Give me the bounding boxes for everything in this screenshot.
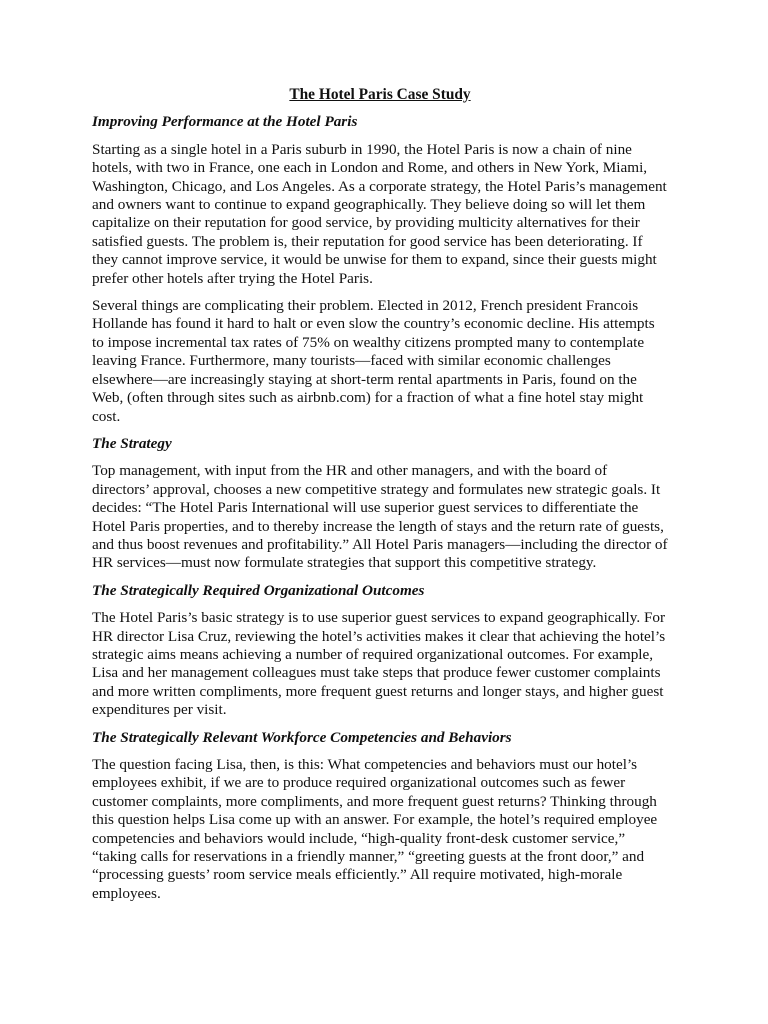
section-heading: Improving Performance at the Hotel Paris: [92, 113, 358, 131]
section-heading: The Strategy: [92, 434, 172, 452]
paragraph: Top management, with input from the HR and other managers, and with the board of directors’ approval, chooses a new competitive strategy and formulates new strategic goals. It decides: “The Hotel Paris International will use superior guest services to differentiate the Hotel Paris properties, and to thereby increase the length of stays and the return rate of guests, and thus boost revenues and profitability.” All Hotel Paris managers—including the director of HR services—must now formulate strategies that support this competitive strategy.: [92, 462, 668, 572]
section-heading: The Strategically Relevant Workforce Competencies and Behaviors: [92, 728, 512, 746]
paragraph: The Hotel Paris’s basic strategy is to use superior guest services to expand geographically. For HR director Lisa Cruz, reviewing the hotel’s activities makes it clear that achieving the hotel’s strategic aims means achieving a number of required organizational outcomes. For example, Lisa and her management colleagues must take steps that produce fewer customer complaints and more written compliments, more frequent guest returns and longer stays, and higher guest expenditures per visit.: [92, 609, 666, 719]
section-heading: The Strategically Required Organizational Outcomes: [92, 581, 425, 599]
paragraph: The question facing Lisa, then, is this: What competencies and behaviors must our hotel’s employees exhibit, if we are to produce required organizational outcomes such as fewer customer complaints, more compliments, and more frequent guest returns? Thinking through this question helps Lisa come up with an answer. For example, the hotel’s required employee competencies and behaviors would include, “high-quality front-desk customer service,” “taking calls for reservations in a friendly manner,” “greeting guests at the front door,” and “processing guests’ room service meals efficiently.” All require motivated, high-morale employees.: [92, 756, 658, 902]
section-workforce-competencies: [92, 729, 668, 904]
paragraph: Starting as a single hotel in a Paris suburb in 1990, the Hotel Paris is now a chain of nine hotels, with two in France, one each in London and Rome, and others in New York, Miami, Washington, Chicago, and Los Angeles. As a corporate strategy, the Hotel Paris’s management and owners want to continue to expand geographically. They believe doing so will let them capitalize on their reputation for good service, by providing multicity alternatives for their satisfied guests. The problem is, their reputation for good service has been deteriorating. If they cannot improve service, it would be unwise for them to expand, since their guests might prefer other hotels after trying the Hotel Paris.: [92, 140, 667, 287]
document-title: The Hotel Paris Case Study: [289, 86, 471, 103]
document-page: [92, 86, 668, 912]
section-strategy: [92, 435, 668, 573]
paragraph: Several things are complicating their problem. Elected in 2012, French president Francois Hollande has found it hard to halt or even slow the country’s economic decline. His attempts to impose incremental tax rates of 75% on wealthy citizens prompted many to contemplate leaving France. Furthermore, many tourists—faced with similar economic challenges elsewhere—are increasingly staying at short-term rental apartments in Paris, found on the Web, (often through sites such as airbnb.com) for a fraction of what a fine hotel stay might cost.: [92, 297, 655, 425]
section-organizational-outcomes: [92, 582, 668, 720]
section-improving-performance: [92, 113, 668, 426]
